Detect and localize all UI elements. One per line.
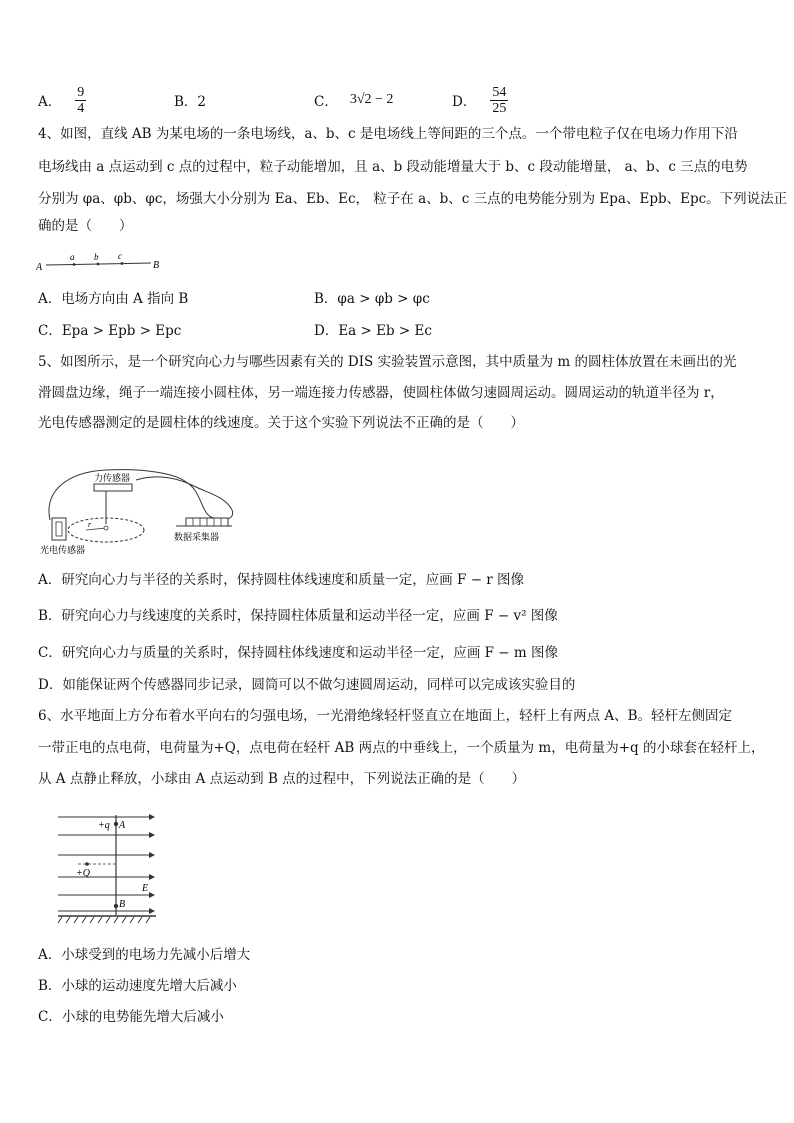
q4-label-B: B [153, 260, 160, 271]
q4-option-d: D．Ea > Eb > Ec [314, 323, 432, 339]
q4-option-b: B．φa > φb > φc [314, 291, 430, 307]
q5-option-d: D．如能保证两个传感器同步记录，圆筒可以不做匀速圆周运动，同样可以完成该实验目的 [38, 677, 576, 693]
q6-option-a: A．小球受到的电场力先减小后增大 [38, 947, 251, 963]
q5-stem-line-3: 光电传感器测定的是圆柱体的线速度。关于这个实验下列说法不正确的是（ ） [38, 415, 524, 431]
q3-option-c-label: C． [314, 94, 338, 110]
q3-option-c [314, 80, 393, 120]
q5-label-photo-sensor: 光电传感器 [40, 546, 86, 556]
q5-dis-apparatus-figure [36, 462, 246, 562]
q6-label-B: B [119, 899, 126, 910]
q4-field-line-figure [36, 252, 166, 276]
q3-option-a [38, 80, 86, 120]
q6-label-A: A [119, 820, 126, 831]
q5-stem-line-1: 5、如图所示，是一个研究向心力与哪些因素有关的 DIS 实验装置示意图，其中质量为 m 的圆柱体放置在未画出的光 [38, 354, 737, 370]
q3-option-a-numerator: 9 [77, 84, 85, 100]
q4-label-c: c [118, 252, 122, 261]
q3-option-c-value: 3√2 − 2 [349, 92, 394, 107]
q3-option-d-denominator: 25 [492, 100, 507, 116]
q3-option-d-label: D． [452, 94, 477, 110]
q6-label-Q: +Q [76, 868, 90, 879]
q5-label-data-collector: 数据采集器 [174, 533, 220, 543]
q3-option-a-label: A． [38, 94, 62, 110]
q4-label-A: A [36, 262, 43, 273]
q3-option-d-numerator: 54 [492, 84, 507, 100]
q5-label-force-sensor: 力传感器 [94, 474, 131, 484]
q6-label-E: E [142, 883, 149, 894]
q3-option-d-fraction [490, 85, 508, 116]
q6-stem-line-3: 从 A 点静止释放，小球由 A 点运动到 B 点的过程中，下列说法正确的是（ ） [38, 771, 526, 787]
q5-option-b: B．研究向心力与线速度的关系时，保持圆柱体质量和运动半径一定，应画 F − v² 图像 [38, 608, 558, 624]
q4-option-c: C．Epa > Epb > Epc [38, 323, 182, 339]
q5-option-a: A．研究向心力与半径的关系时，保持圆柱体线速度和质量一定，应画 F − r 图像 [38, 572, 525, 588]
q4-stem-line-4: 确的是（ ） [38, 218, 133, 234]
q6-option-c: C．小球的电势能先增大后减小 [38, 1009, 224, 1025]
q5-stem-line-2: 滑圆盘边缘，绳子一端连接小圆柱体，另一端连接力传感器，使圆柱体做匀速圆周运动。圆周运动的轨道半径为 r， [38, 385, 724, 401]
q4-label-a: a [70, 252, 75, 262]
q3-option-a-denominator: 4 [77, 100, 85, 116]
q4-stem-line-3: 分别为 φa、φb、φc，场强大小分别为 Ea、Eb、Ec， 粒子在 a、b、c 三点的电势能分别为 Epa、Epb、Epc。下列说法正 [38, 191, 788, 207]
q6-option-b: B．小球的运动速度先增大后减小 [38, 978, 237, 994]
q3-option-b-label: B．2 [174, 94, 207, 110]
q3-option-b [174, 80, 206, 120]
q4-stem-line-2: 电场线由 a 点运动到 c 点的过程中，粒子动能增加，且 a、b 段动能增量大于 b、c 段动能增量， a、b、c 三点的电势 [38, 159, 748, 175]
q6-label-q: +q [98, 820, 110, 831]
q4-label-b: b [94, 252, 99, 262]
q4-option-a: A．电场方向由 A 指向 B [38, 291, 189, 307]
q6-stem-line-2: 一带正电的点电荷，电荷量为+Q，点电荷在轻杆 AB 两点的中垂线上，一个质量为 m，电荷量为+q 的小球套在轻杆上， [38, 740, 765, 756]
q6-stem-line-1: 6、水平地面上方分布着水平向右的匀强电场，一光滑绝缘轻杆竖直立在地面上，轻杆上有两点 A、B。轻杆左侧固定 [38, 708, 733, 724]
q6-field-figure [56, 807, 166, 925]
q3-option-a-fraction [75, 85, 86, 116]
q5-option-c: C．研究向心力与质量的关系时，保持圆柱体线速度和运动半径一定，应画 F − m 图像 [38, 645, 558, 661]
q3-option-d [452, 78, 508, 122]
q5-label-radius: r [88, 520, 92, 529]
q4-stem-line-1: 4、如图，直线 AB 为某电场的一条电场线，a、b、c 是电场线上等间距的三个点。一个带电粒子仅在电场力作用下沿 [38, 126, 738, 142]
